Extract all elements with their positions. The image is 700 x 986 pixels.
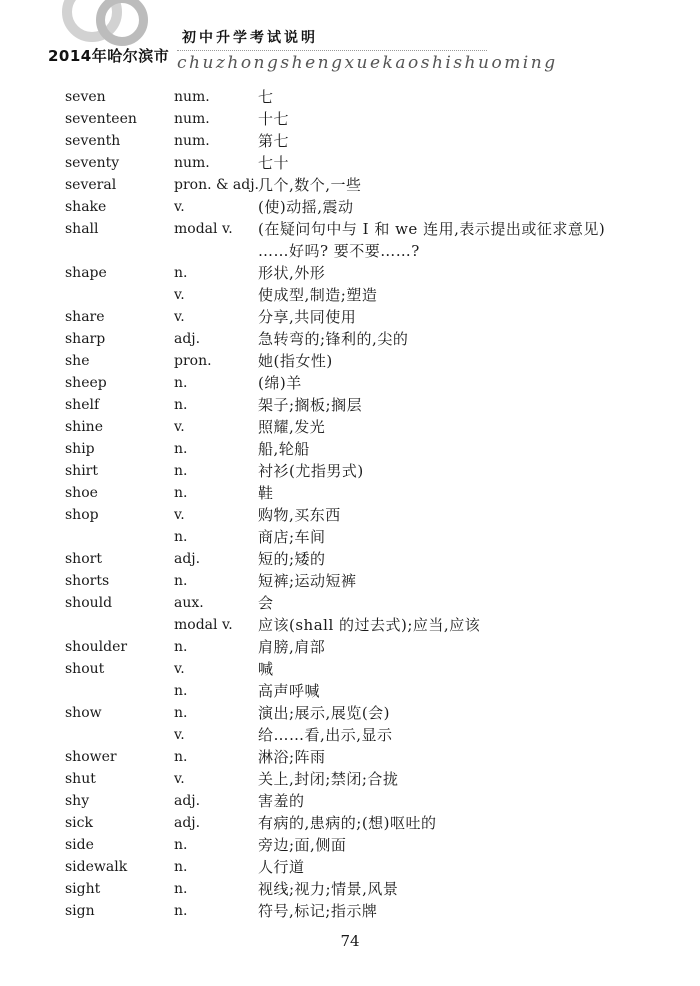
entry-word: share bbox=[65, 309, 105, 325]
entry-word: shelf bbox=[65, 397, 100, 413]
entry-definition: 淋浴;阵雨 bbox=[258, 748, 326, 766]
entry-definition: 高声呼喊 bbox=[258, 682, 321, 700]
entry-part-of-speech: n. bbox=[174, 265, 188, 281]
entry-definition: 肩膀,肩部 bbox=[258, 638, 326, 656]
entry-word: shop bbox=[65, 507, 99, 523]
vocabulary-entry bbox=[0, 856, 700, 878]
vocabulary-entry bbox=[0, 416, 700, 438]
vocabulary-entry bbox=[0, 108, 700, 130]
entry-definition: 七十 bbox=[258, 154, 290, 172]
entry-part-of-speech: n. bbox=[174, 529, 188, 545]
entry-definition: 害羞的 bbox=[258, 792, 305, 810]
entry-part-of-speech: v. bbox=[174, 771, 185, 787]
entry-word: shoulder bbox=[65, 639, 128, 655]
entry-part-of-speech: v. bbox=[174, 727, 185, 743]
entry-word: sight bbox=[65, 881, 101, 897]
entry-definition: 喊 bbox=[258, 660, 274, 678]
entry-definition: 她(指女性) bbox=[258, 352, 333, 370]
entry-definition: 使成型,制造;塑造 bbox=[258, 286, 378, 304]
entry-definition: 符号,标记;指示牌 bbox=[258, 902, 378, 920]
entry-definition: 有病的,患病的;(想)呕吐的 bbox=[258, 814, 437, 832]
entry-word: she bbox=[65, 353, 90, 369]
vocabulary-entry bbox=[0, 372, 700, 394]
entry-part-of-speech: adj. bbox=[174, 815, 201, 831]
entry-definition: 人行道 bbox=[258, 858, 305, 876]
entry-definition: 应该(shall 的过去式);应当,应该 bbox=[258, 616, 481, 634]
entry-part-of-speech: n. bbox=[174, 639, 188, 655]
entry-word: shape bbox=[65, 265, 107, 281]
entry-word: shorts bbox=[65, 573, 110, 589]
entry-part-of-speech: n. bbox=[174, 485, 188, 501]
vocabulary-entry bbox=[0, 614, 700, 636]
entry-part-of-speech: num. bbox=[174, 111, 210, 127]
vocabulary-entry bbox=[0, 548, 700, 570]
entry-definition: 十七 bbox=[258, 110, 290, 128]
entry-word: ship bbox=[65, 441, 95, 457]
logo-ring-right bbox=[96, 0, 148, 46]
entry-word: shoe bbox=[65, 485, 98, 501]
vocabulary-entry bbox=[0, 284, 700, 306]
entry-definition: (使)动摇,震动 bbox=[258, 198, 354, 216]
entry-part-of-speech: adj. bbox=[174, 793, 201, 809]
vocabulary-entry bbox=[0, 482, 700, 504]
entry-word: shut bbox=[65, 771, 96, 787]
entry-word: sidewalk bbox=[65, 859, 128, 875]
vocabulary-entry bbox=[0, 504, 700, 526]
vocabulary-entry bbox=[0, 658, 700, 680]
header-title: 初中升学考试说明 bbox=[182, 30, 318, 46]
entry-part-of-speech: n. bbox=[174, 463, 188, 479]
vocabulary-entry bbox=[0, 328, 700, 350]
entry-definition: 短的;矮的 bbox=[258, 550, 326, 568]
vocabulary-entry bbox=[0, 350, 700, 372]
entry-part-of-speech: n. bbox=[174, 837, 188, 853]
entry-definition: 急转弯的;锋利的,尖的 bbox=[258, 330, 409, 348]
vocabulary-entry bbox=[0, 526, 700, 548]
entry-word: shirt bbox=[65, 463, 98, 479]
vocabulary-entry bbox=[0, 680, 700, 702]
entry-part-of-speech: pron. & adj. bbox=[174, 177, 260, 193]
vocabulary-entry bbox=[0, 130, 700, 152]
entry-part-of-speech: n. bbox=[174, 903, 188, 919]
entry-definition: 形状,外形 bbox=[258, 264, 326, 282]
entry-word: seventh bbox=[65, 133, 121, 149]
entry-part-of-speech: n. bbox=[174, 397, 188, 413]
vocabulary-entry bbox=[0, 724, 700, 746]
entry-definition: (在疑问句中与 I 和 we 连用,表示提出或征求意见) bbox=[258, 220, 606, 238]
vocabulary-entry bbox=[0, 768, 700, 790]
entry-definition: 购物,买东西 bbox=[258, 506, 341, 524]
entry-definition: 衬衫(尤指男式) bbox=[258, 462, 364, 480]
entry-part-of-speech: n. bbox=[174, 749, 188, 765]
vocabulary-entry bbox=[0, 394, 700, 416]
page-number: 74 bbox=[340, 932, 360, 950]
entry-part-of-speech: n. bbox=[174, 573, 188, 589]
entry-part-of-speech: n. bbox=[174, 683, 188, 699]
header-dotted-rule bbox=[177, 50, 487, 51]
entry-word: sheep bbox=[65, 375, 107, 391]
entry-definition: 架子;搁板;搁层 bbox=[258, 396, 363, 414]
vocabulary-entry bbox=[0, 152, 700, 174]
vocabulary-entry bbox=[0, 878, 700, 900]
vocabulary-entry bbox=[0, 174, 700, 196]
entry-definition: 演出;展示,展览(会) bbox=[258, 704, 391, 722]
entry-definition: 商店;车间 bbox=[258, 528, 326, 546]
entry-part-of-speech: v. bbox=[174, 419, 185, 435]
header-year-city: 2014年哈尔滨市 bbox=[48, 47, 170, 65]
entry-word: shake bbox=[65, 199, 107, 215]
entry-part-of-speech: v. bbox=[174, 507, 185, 523]
entry-definition: 旁边;面,侧面 bbox=[258, 836, 347, 854]
entry-part-of-speech: adj. bbox=[174, 551, 201, 567]
entry-part-of-speech: num. bbox=[174, 89, 210, 105]
entry-definition: 鞋 bbox=[258, 484, 274, 502]
vocabulary-entry bbox=[0, 790, 700, 812]
entry-word: should bbox=[65, 595, 113, 611]
entry-definition: 关上,封闭;禁闭;合拢 bbox=[258, 770, 399, 788]
entry-word: several bbox=[65, 177, 117, 193]
entry-part-of-speech: pron. bbox=[174, 353, 212, 369]
entry-word: show bbox=[65, 705, 102, 721]
entry-part-of-speech: n. bbox=[174, 881, 188, 897]
entry-word: sign bbox=[65, 903, 95, 919]
entry-definition: 给……看,出示,显示 bbox=[258, 726, 393, 744]
entry-part-of-speech: modal v. bbox=[174, 617, 233, 633]
entry-word: sharp bbox=[65, 331, 106, 347]
entry-definition: 第七 bbox=[258, 132, 290, 150]
entry-word: shout bbox=[65, 661, 105, 677]
entry-word: seven bbox=[65, 89, 106, 105]
entry-definition: 分享,共同使用 bbox=[258, 308, 357, 326]
entry-word: seventy bbox=[65, 155, 120, 171]
vocabulary-entry bbox=[0, 218, 700, 240]
entry-word: side bbox=[65, 837, 94, 853]
entry-definition: 会 bbox=[258, 594, 274, 612]
entry-part-of-speech: n. bbox=[174, 705, 188, 721]
entry-part-of-speech: n. bbox=[174, 441, 188, 457]
entry-definition: ……好吗? 要不要……? bbox=[258, 242, 420, 260]
entry-part-of-speech: v. bbox=[174, 661, 185, 677]
entry-definition: (绵)羊 bbox=[258, 374, 302, 392]
entry-word: sick bbox=[65, 815, 93, 831]
entry-part-of-speech: v. bbox=[174, 309, 185, 325]
entry-definition: 短裤;运动短裤 bbox=[258, 572, 357, 590]
vocabulary-entry bbox=[0, 196, 700, 218]
entry-part-of-speech: num. bbox=[174, 155, 210, 171]
entry-word: shy bbox=[65, 793, 90, 809]
vocabulary-entry bbox=[0, 306, 700, 328]
vocabulary-entry bbox=[0, 240, 700, 262]
vocabulary-entry bbox=[0, 460, 700, 482]
entry-definition: 视线;视力;情景,风景 bbox=[258, 880, 399, 898]
vocabulary-entry bbox=[0, 636, 700, 658]
vocabulary-entry bbox=[0, 592, 700, 614]
vocabulary-entry bbox=[0, 570, 700, 592]
entry-word: short bbox=[65, 551, 102, 567]
entry-part-of-speech: aux. bbox=[174, 595, 204, 611]
entry-definition: 船,轮船 bbox=[258, 440, 310, 458]
entry-part-of-speech: n. bbox=[174, 859, 188, 875]
entry-word: seventeen bbox=[65, 111, 137, 127]
vocabulary-entry bbox=[0, 86, 700, 108]
vocabulary-list bbox=[0, 86, 700, 922]
entry-definition: 几个,数个,一些 bbox=[258, 176, 362, 194]
vocabulary-entry bbox=[0, 746, 700, 768]
vocabulary-entry bbox=[0, 834, 700, 856]
entry-part-of-speech: modal v. bbox=[174, 221, 233, 237]
entry-part-of-speech: v. bbox=[174, 199, 185, 215]
entry-definition: 照耀,发光 bbox=[258, 418, 326, 436]
entry-word: shall bbox=[65, 221, 99, 237]
vocabulary-entry bbox=[0, 438, 700, 460]
entry-part-of-speech: n. bbox=[174, 375, 188, 391]
entry-word: shower bbox=[65, 749, 117, 765]
vocabulary-entry bbox=[0, 900, 700, 922]
vocabulary-entry bbox=[0, 702, 700, 724]
entry-definition: 七 bbox=[258, 88, 274, 106]
entry-part-of-speech: num. bbox=[174, 133, 210, 149]
entry-part-of-speech: adj. bbox=[174, 331, 201, 347]
entry-word: shine bbox=[65, 419, 103, 435]
vocabulary-entry bbox=[0, 812, 700, 834]
entry-part-of-speech: v. bbox=[174, 287, 185, 303]
header-pinyin: chuzhongshengxuekaoshishuoming bbox=[177, 53, 558, 73]
vocabulary-entry bbox=[0, 262, 700, 284]
